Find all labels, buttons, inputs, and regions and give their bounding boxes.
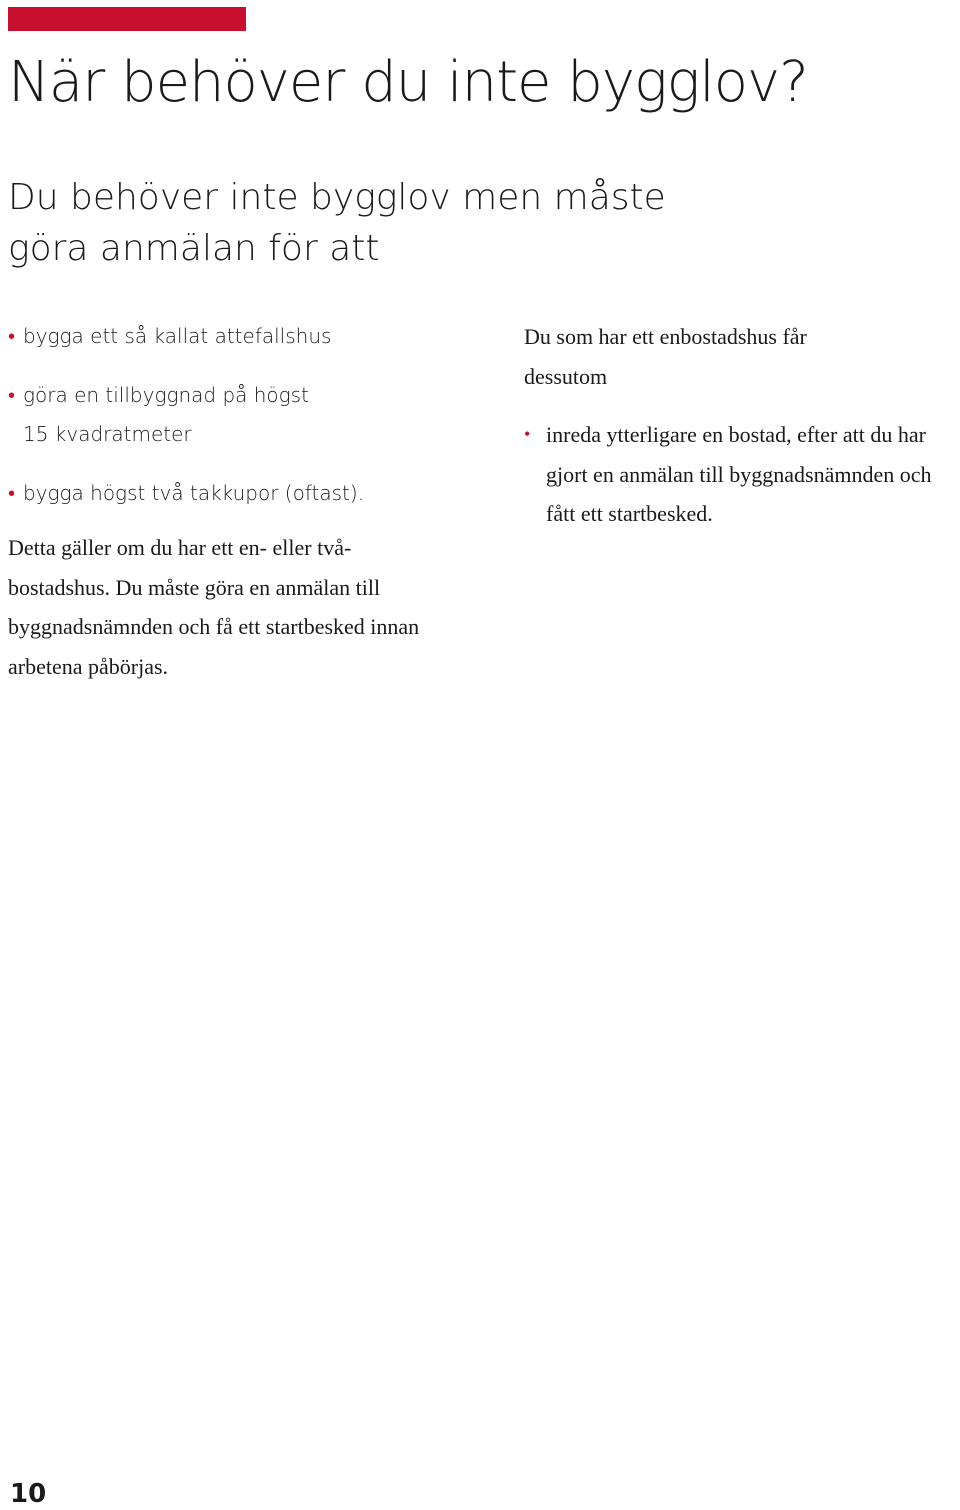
info-paragraph: Detta gäller om du har ett en- eller två-bostadshus. Du måste göra en anmälan till byggnadsnämnden och få ett startbesked innan arbetena påbörjas. <box>8 535 420 679</box>
subtitle: Du behöver inte bygglov men måste göra anmälan för att <box>8 177 666 269</box>
accent-bar <box>8 7 246 31</box>
page-number: 10 <box>10 1479 47 1509</box>
list-item <box>8 474 458 514</box>
list-item-text: bygga högst två takkupor (oftast). <box>23 480 365 505</box>
bullet-icon: • <box>8 324 16 348</box>
bullet-icon: • <box>524 424 531 444</box>
bullet-icon: • <box>8 382 16 407</box>
right-intro: Du som har ett enbostadshus får dessutom <box>524 324 807 389</box>
list-item-text: bygga ett så kallat attefallshus <box>23 324 332 348</box>
right-column <box>524 317 954 534</box>
bullet-icon: • <box>8 480 16 505</box>
requirement-list <box>8 317 458 513</box>
left-column <box>8 317 458 686</box>
list-item <box>8 317 458 357</box>
list-item <box>524 415 954 534</box>
list-item-text: göra en tillbyggnad på högst 15 kvadratmeter <box>23 382 309 446</box>
list-item <box>8 376 323 455</box>
page-title: När behöver du inte bygglov? <box>8 50 808 115</box>
list-item-text: inreda ytterligare en bostad, efter att du har gjort en anmälan till byggnadsnämnden och fått ett startbesked. <box>546 422 932 526</box>
extra-list <box>524 415 954 534</box>
